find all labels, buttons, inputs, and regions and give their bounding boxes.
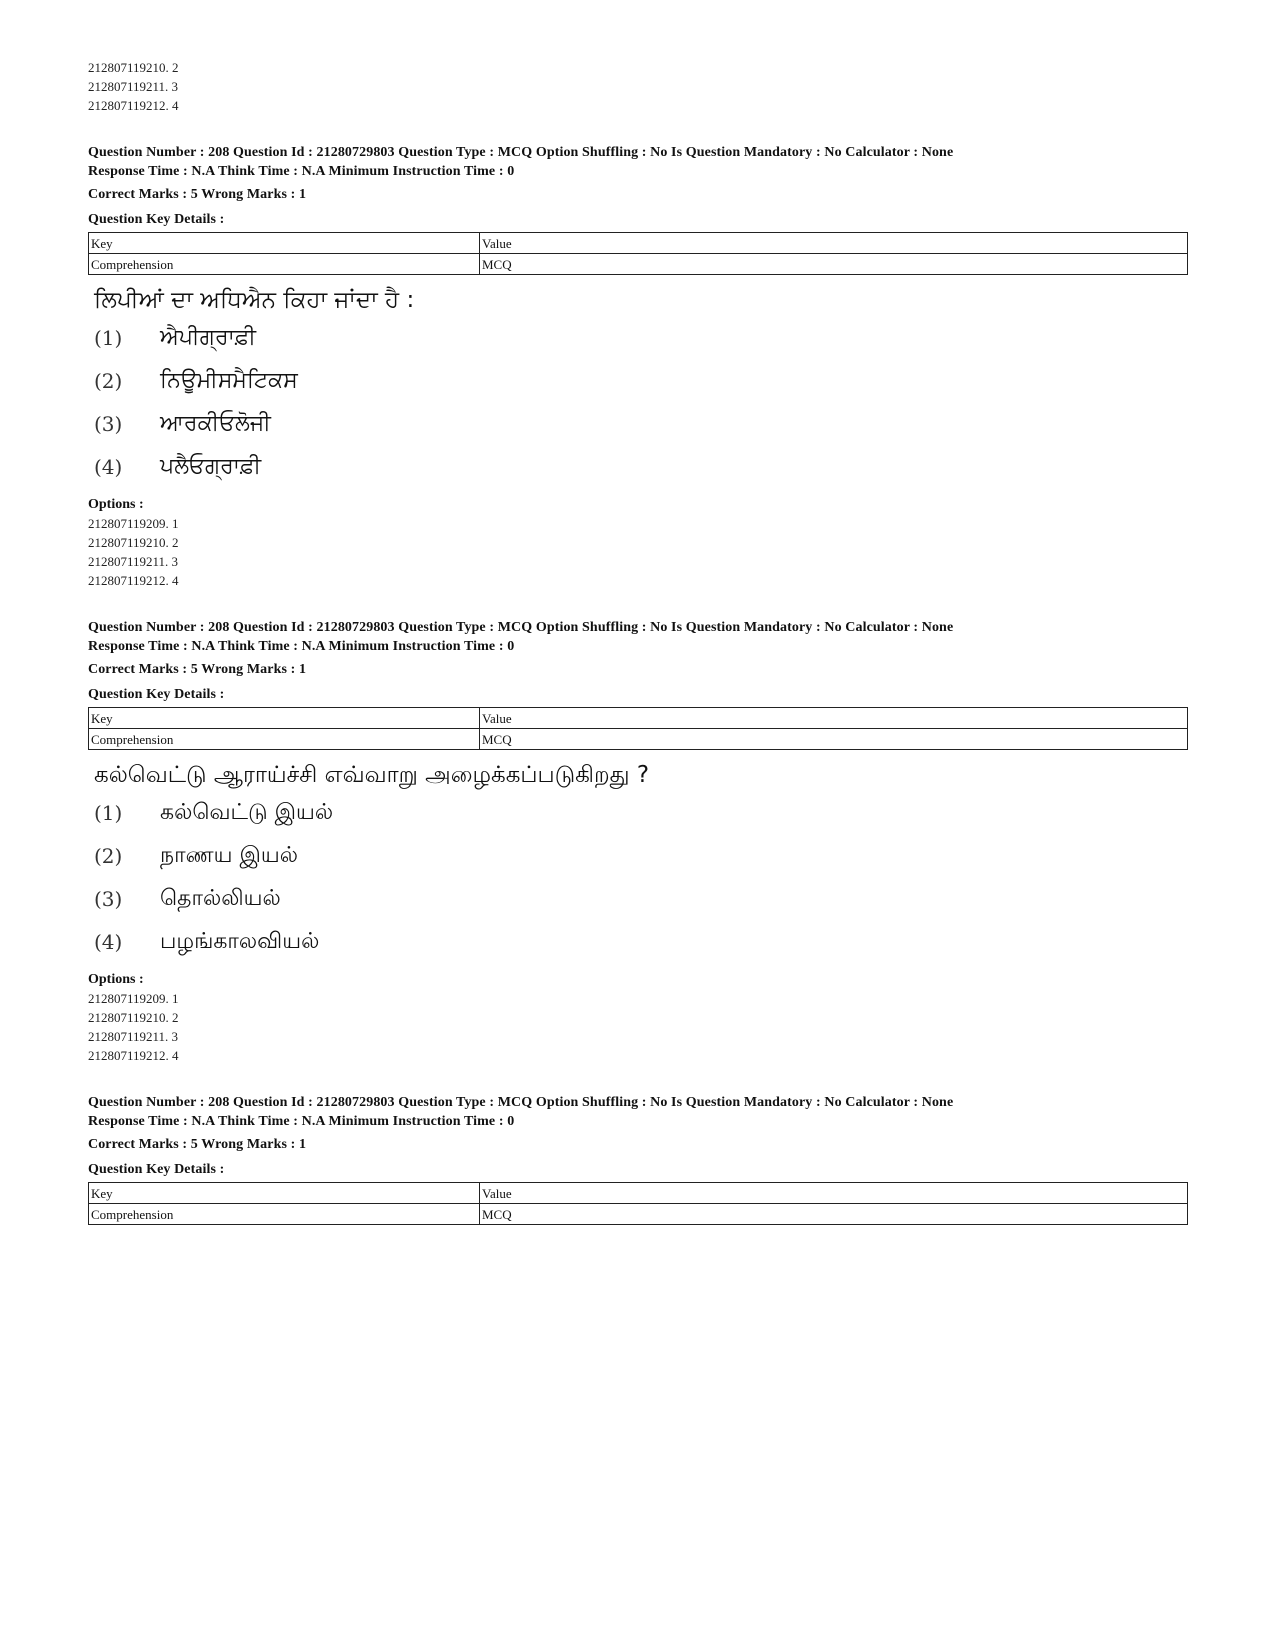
option-line: 212807119212. 4 — [88, 98, 179, 113]
question-marks: Correct Marks : 5 Wrong Marks : 1 — [88, 187, 307, 202]
key-details-title: Question Key Details : — [88, 1162, 225, 1177]
choice-4 — [94, 927, 1188, 957]
question-block-1 — [88, 143, 1188, 590]
choice-number: (1) — [94, 801, 123, 825]
choice-text: தொல்லியல் — [160, 886, 281, 911]
table-header-row — [89, 233, 1188, 254]
option-line: 212807119211. 3 — [88, 554, 179, 569]
choice-3 — [94, 409, 1188, 439]
table-header-row — [89, 708, 1188, 729]
value-cell: MCQ — [480, 1204, 1188, 1225]
option-line: 212807119212. 4 — [88, 573, 179, 588]
option-line: 212807119210. 2 — [88, 1010, 179, 1025]
key-cell: Comprehension — [89, 254, 480, 275]
key-details-table — [88, 232, 1188, 275]
table-header-row — [89, 1183, 1188, 1204]
document-page — [88, 58, 1188, 1253]
option-line: 212807119209. 1 — [88, 516, 179, 531]
table-row — [89, 1204, 1188, 1225]
value-header: Value — [480, 1183, 1188, 1204]
choice-2 — [94, 366, 1188, 396]
choice-text: கல்வெட்டு இயல் — [160, 800, 334, 825]
choice-text: ਆਰਕੀਓਲੋਜੀ — [160, 411, 271, 436]
question-meta: Question Number : 208 Question Id : 21280729803 Question Type : MCQ Option Shuffling : No Is Question Mandatory : No Calculator : None — [88, 620, 954, 635]
question-timing: Response Time : N.A Think Time : N.A Minimum Instruction Time : 0 — [88, 164, 515, 179]
question-timing: Response Time : N.A Think Time : N.A Minimum Instruction Time : 0 — [88, 639, 515, 654]
choice-1 — [94, 323, 1188, 353]
option-line: 212807119211. 3 — [88, 1029, 179, 1044]
choice-text: ਪਲੈਓਗ੍ਰਾਫ਼ੀ — [160, 454, 262, 479]
value-header: Value — [480, 233, 1188, 254]
question-timing: Response Time : N.A Think Time : N.A Minimum Instruction Time : 0 — [88, 1114, 515, 1129]
question-marks: Correct Marks : 5 Wrong Marks : 1 — [88, 1137, 307, 1152]
key-header: Key — [89, 233, 480, 254]
choice-number: (4) — [94, 455, 123, 479]
value-cell: MCQ — [480, 254, 1188, 275]
choice-number: (2) — [94, 369, 123, 393]
options-title: Options : — [88, 497, 144, 512]
choice-4 — [94, 452, 1188, 482]
key-details-table — [88, 707, 1188, 750]
choice-2 — [94, 841, 1188, 871]
question-text: கல்வெட்டு ஆராய்ச்சி எவ்வாறு அழைக்கப்படுகிறது ? — [94, 762, 650, 788]
option-line: 212807119210. 2 — [88, 60, 179, 75]
choice-number: (3) — [94, 412, 123, 436]
question-text: ਲਿਪੀਆਂ ਦਾ ਅਧਿਐਨ ਕਿਹਾ ਜਾਂਦਾ ਹੈ : — [94, 287, 415, 313]
choice-text: ਨਿਊਮੀਸਮੈਟਿਕਸ — [160, 368, 298, 393]
choice-number: (3) — [94, 887, 123, 911]
option-line: 212807119209. 1 — [88, 991, 179, 1006]
option-line: 212807119212. 4 — [88, 1048, 179, 1063]
key-cell: Comprehension — [89, 1204, 480, 1225]
table-row — [89, 729, 1188, 750]
choice-number: (2) — [94, 844, 123, 868]
key-header: Key — [89, 1183, 480, 1204]
question-meta: Question Number : 208 Question Id : 21280729803 Question Type : MCQ Option Shuffling : No Is Question Mandatory : No Calculator : None — [88, 1095, 954, 1110]
choice-text: நாணய இயல் — [160, 843, 298, 868]
options-title: Options : — [88, 972, 144, 987]
choice-number: (1) — [94, 326, 123, 350]
question-meta: Question Number : 208 Question Id : 21280729803 Question Type : MCQ Option Shuffling : No Is Question Mandatory : No Calculator : None — [88, 145, 954, 160]
key-details-title: Question Key Details : — [88, 212, 225, 227]
key-header: Key — [89, 708, 480, 729]
value-cell: MCQ — [480, 729, 1188, 750]
question-marks: Correct Marks : 5 Wrong Marks : 1 — [88, 662, 307, 677]
key-cell: Comprehension — [89, 729, 480, 750]
key-details-title: Question Key Details : — [88, 687, 225, 702]
question-block-3 — [88, 1093, 1188, 1225]
option-line: 212807119210. 2 — [88, 535, 179, 550]
choice-3 — [94, 884, 1188, 914]
choice-1 — [94, 798, 1188, 828]
value-header: Value — [480, 708, 1188, 729]
option-line: 212807119211. 3 — [88, 79, 179, 94]
key-details-table — [88, 1182, 1188, 1225]
previous-options-list — [88, 58, 1188, 115]
question-block-2 — [88, 618, 1188, 1065]
choice-text: ਐਪੀਗ੍ਰਾਫ਼ੀ — [160, 325, 256, 350]
choice-text: பழங்காலவியல் — [160, 929, 320, 954]
choice-number: (4) — [94, 930, 123, 954]
table-row — [89, 254, 1188, 275]
